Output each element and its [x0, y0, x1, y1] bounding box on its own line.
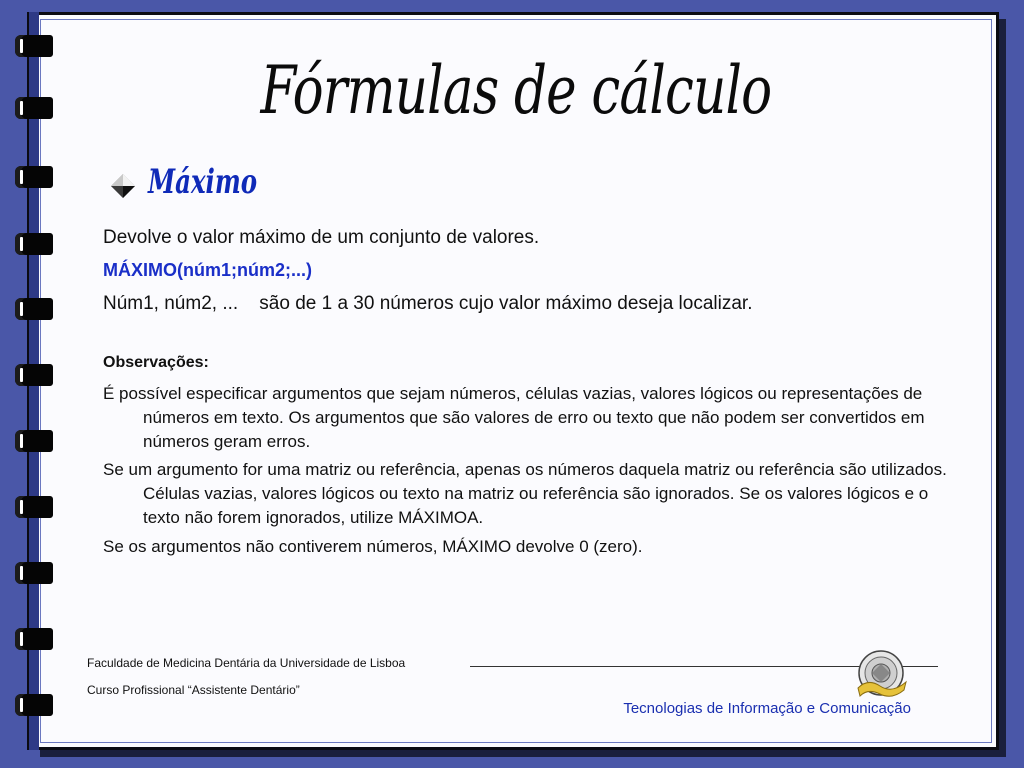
- footer-subject: Tecnologias de Informação e Comunicação: [623, 700, 911, 717]
- footer-course: Curso Profissional “Assistente Dentário”: [87, 683, 300, 697]
- notebook-ring-icon: [15, 694, 53, 716]
- notebook-ring-icon: [15, 628, 53, 650]
- notebook-ring-icon: [15, 298, 53, 320]
- slide-title: Fórmulas de cálculo: [260, 52, 772, 129]
- diamond-bullet-icon: [110, 173, 136, 199]
- slide-subtitle: Máximo: [148, 162, 258, 202]
- function-description: Devolve o valor máximo de um conjunto de valores.: [103, 227, 540, 248]
- notebook-ring-icon: [15, 496, 53, 518]
- notebook-ring-icon: [15, 97, 53, 119]
- notebook-ring-icon: [15, 35, 53, 57]
- footer-institution: Faculdade de Medicina Dentária da Universidade de Lisboa: [87, 656, 406, 670]
- function-arguments: Núm1, núm2, ... são de 1 a 30 números cujo valor máximo deseja localizar.: [103, 293, 753, 314]
- notebook-ring-icon: [15, 364, 53, 386]
- notebook-ring-icon: [15, 430, 53, 452]
- function-syntax: MÁXIMO(núm1;núm2;...): [103, 260, 312, 280]
- observation-item: Se os argumentos não contiverem números, MÁXIMO devolve 0 (zero).: [103, 537, 643, 556]
- observation-item: Se um argumento for uma matriz ou referência, apenas os números daquela matriz ou referência são utilizados. Células vazias, valores lógicos ou texto na matriz ou referência são ignorados. Se os valores lógicos e o texto não forem ignorados, utilize MÁXIMOA.: [103, 460, 947, 527]
- observation-item: É possível especificar argumentos que sejam números, células vazias, valores lógicos ou representações de números em texto. Os argumentos que são valores de erro ou texto que não podem ser convertidos em números geram erros.: [103, 384, 925, 451]
- notebook-ring-icon: [15, 562, 53, 584]
- university-seal-logo: [852, 648, 910, 702]
- observations-heading: Observações:: [103, 354, 209, 371]
- notebook-ring-icon: [15, 233, 53, 255]
- notebook-ring-icon: [15, 166, 53, 188]
